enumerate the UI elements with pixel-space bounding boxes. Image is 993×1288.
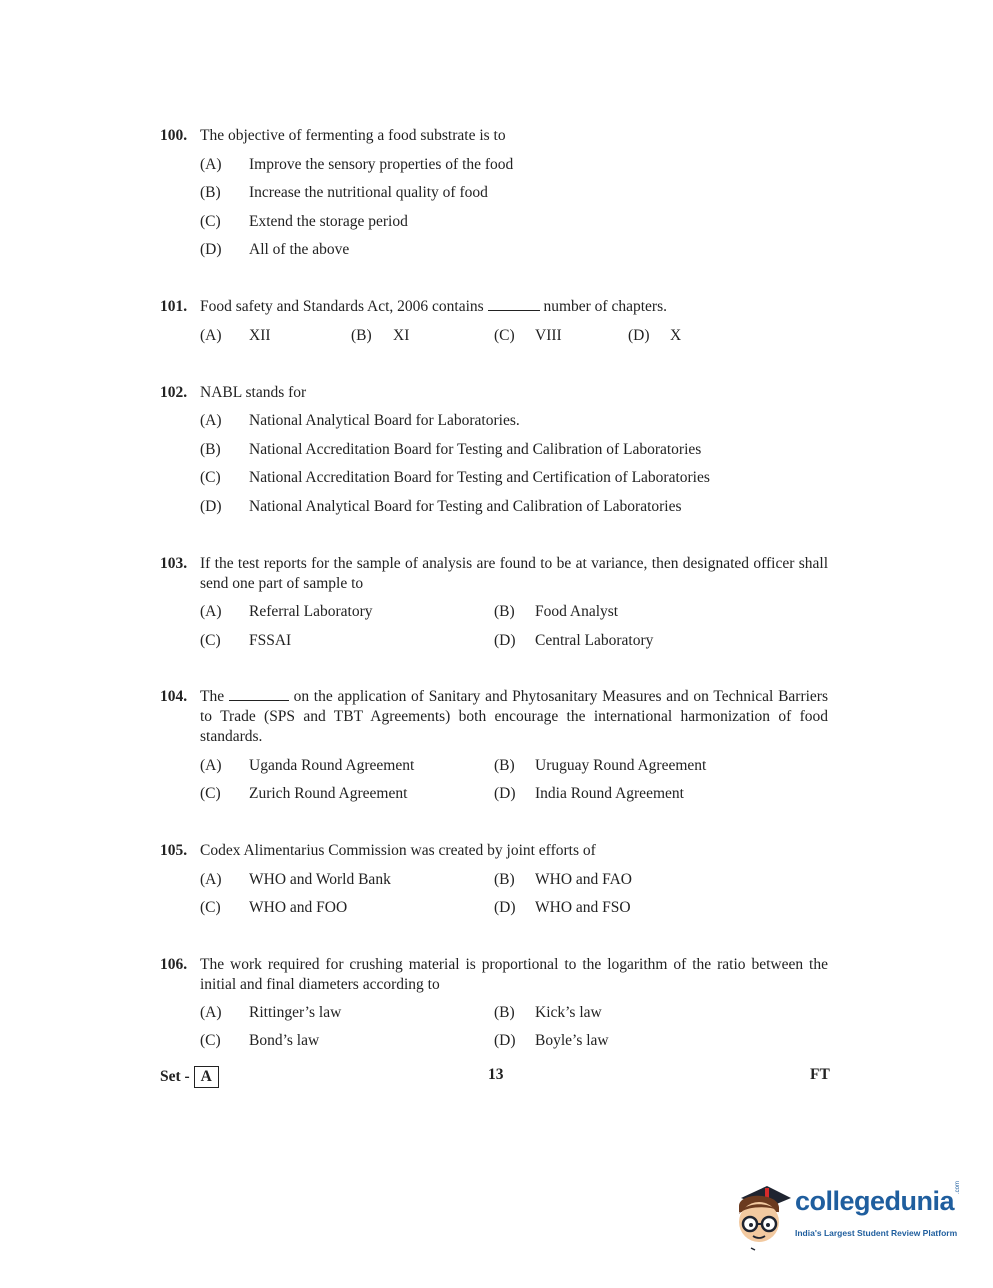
- option-102-d: [200, 497, 682, 517]
- option-text: All of the above: [249, 241, 350, 258]
- question-text: Food safety and Standards Act, 2006 contains number of chapters.: [200, 298, 667, 315]
- collegedunia-logo: [733, 1182, 963, 1252]
- option-text: XII: [249, 327, 271, 344]
- option-label: (B): [494, 757, 515, 774]
- option-text: National Analytical Board for Testing and Calibration of Laboratories: [249, 498, 682, 515]
- option-label: (A): [200, 603, 222, 620]
- option-label: (C): [200, 899, 221, 916]
- option-label: (A): [200, 412, 222, 429]
- option-106-d: [494, 1031, 609, 1051]
- option-text: WHO and World Bank: [249, 871, 391, 888]
- option-text: Zurich Round Agreement: [249, 785, 408, 802]
- option-106-a: [200, 1003, 341, 1023]
- set-label: Set -: [160, 1068, 190, 1085]
- option-100-b: [200, 183, 488, 203]
- question-text: The objective of fermenting a food substrate is to: [200, 127, 506, 144]
- option-102-a: [200, 411, 520, 431]
- option-104-a: [200, 756, 414, 776]
- option-text: WHO and FOO: [249, 899, 348, 916]
- option-text: Central Laboratory: [535, 632, 654, 649]
- option-label: (D): [494, 899, 516, 916]
- option-label: (B): [351, 327, 372, 344]
- option-label: (A): [200, 156, 222, 173]
- option-text: Food Analyst: [535, 603, 619, 620]
- option-105-b: [494, 870, 632, 890]
- question-104: [160, 687, 828, 747]
- option-102-c: [200, 468, 710, 488]
- option-104-b: [494, 756, 706, 776]
- option-text: X: [670, 327, 682, 344]
- option-label: (C): [200, 469, 221, 486]
- option-103-a: [200, 602, 373, 622]
- option-label: (D): [200, 498, 222, 515]
- question-102: [160, 383, 828, 403]
- logo-domain: .com: [955, 1180, 961, 1194]
- option-text: National Analytical Board for Laboratories.: [249, 412, 520, 429]
- option-105-a: [200, 870, 391, 890]
- option-text: Uganda Round Agreement: [249, 757, 415, 774]
- option-label: (A): [200, 871, 222, 888]
- question-text: The on the application of Sanitary and Phytosanitary Measures and on Technical Barriers to Trade (SPS and TBT Agreements) both encourage the international harmonization of food standards.: [200, 688, 828, 745]
- option-label: (C): [200, 1032, 221, 1049]
- option-103-c: [200, 631, 291, 651]
- student-mascot-icon: [733, 1182, 793, 1252]
- option-101-a: [200, 326, 271, 346]
- option-label: (D): [494, 632, 516, 649]
- option-105-c: [200, 898, 347, 918]
- fill-in-blank: [488, 298, 540, 311]
- question-number: 104.: [160, 688, 188, 705]
- option-text: WHO and FSO: [535, 899, 631, 916]
- question-number: 105.: [160, 842, 188, 859]
- question-number: 102.: [160, 384, 188, 401]
- option-label: (A): [200, 327, 222, 344]
- question-106: [160, 955, 828, 995]
- option-103-b: [494, 602, 618, 622]
- option-text: FSSAI: [249, 632, 292, 649]
- option-106-b: [494, 1003, 602, 1023]
- set-indicator: [160, 1066, 219, 1088]
- option-text: Increase the nutritional quality of food: [249, 184, 488, 201]
- option-label: (D): [494, 785, 516, 802]
- option-100-a: [200, 155, 513, 175]
- option-105-d: [494, 898, 631, 918]
- question-text: Codex Alimentarius Commission was created by joint efforts of: [200, 842, 596, 859]
- option-label: (D): [628, 327, 650, 344]
- option-101-c: [494, 326, 562, 346]
- option-text: Kick’s law: [535, 1004, 602, 1021]
- fill-in-blank: [229, 688, 289, 701]
- option-106-c: [200, 1031, 319, 1051]
- option-101-b: [351, 326, 409, 346]
- option-text: Improve the sensory properties of the food: [249, 156, 514, 173]
- option-103-d: [494, 631, 653, 651]
- option-101-d: [628, 326, 681, 346]
- option-text: XI: [393, 327, 410, 344]
- logo-wordmark: collegedunia: [795, 1186, 955, 1216]
- option-label: (B): [200, 184, 221, 201]
- question-101: [160, 297, 828, 317]
- option-text: Extend the storage period: [249, 213, 408, 230]
- option-104-c: [200, 784, 407, 804]
- option-text: India Round Agreement: [535, 785, 684, 802]
- option-text: Referral Laboratory: [249, 603, 373, 620]
- option-text: Bond’s law: [249, 1032, 320, 1049]
- option-text: VIII: [535, 327, 562, 344]
- option-label: (B): [494, 871, 515, 888]
- option-label: (B): [200, 441, 221, 458]
- question-103: [160, 554, 828, 594]
- question-105: [160, 841, 828, 861]
- option-text: Boyle’s law: [535, 1032, 609, 1049]
- question-text: If the test reports for the sample of analysis are found to be at variance, then designated officer shall send one part of sample to: [200, 555, 828, 592]
- option-text: Uruguay Round Agreement: [535, 757, 707, 774]
- logo-tagline: India's Largest Student Review Platform: [795, 1228, 958, 1238]
- question-text: NABL stands for: [200, 384, 307, 401]
- option-label: (B): [494, 603, 515, 620]
- option-label: (C): [200, 213, 221, 230]
- option-label: (C): [200, 632, 221, 649]
- option-label: (C): [494, 327, 515, 344]
- option-label: (A): [200, 1004, 222, 1021]
- option-label: (D): [200, 241, 222, 258]
- option-text: National Accreditation Board for Testing and Calibration of Laboratories: [249, 441, 702, 458]
- option-label: (B): [494, 1004, 515, 1021]
- page-number: 13: [488, 1066, 504, 1083]
- option-102-b: [200, 440, 701, 460]
- option-label: (A): [200, 757, 222, 774]
- question-number: 100.: [160, 127, 188, 144]
- set-value-box: A: [194, 1066, 219, 1088]
- option-text: National Accreditation Board for Testing and Certification of Laboratories: [249, 469, 710, 486]
- option-100-d: [200, 240, 349, 260]
- question-number: 101.: [160, 298, 188, 315]
- question-number: 103.: [160, 555, 188, 572]
- option-label: (C): [200, 785, 221, 802]
- option-text: Rittinger’s law: [249, 1004, 342, 1021]
- option-104-d: [494, 784, 684, 804]
- question-number: 106.: [160, 956, 188, 973]
- question-100: [160, 126, 828, 146]
- option-label: (D): [494, 1032, 516, 1049]
- question-text: The work required for crushing material is proportional to the logarithm of the ratio between the initial and final diameters according to: [200, 956, 828, 993]
- option-text: WHO and FAO: [535, 871, 633, 888]
- option-100-c: [200, 212, 408, 232]
- subject-code: FT: [810, 1066, 830, 1083]
